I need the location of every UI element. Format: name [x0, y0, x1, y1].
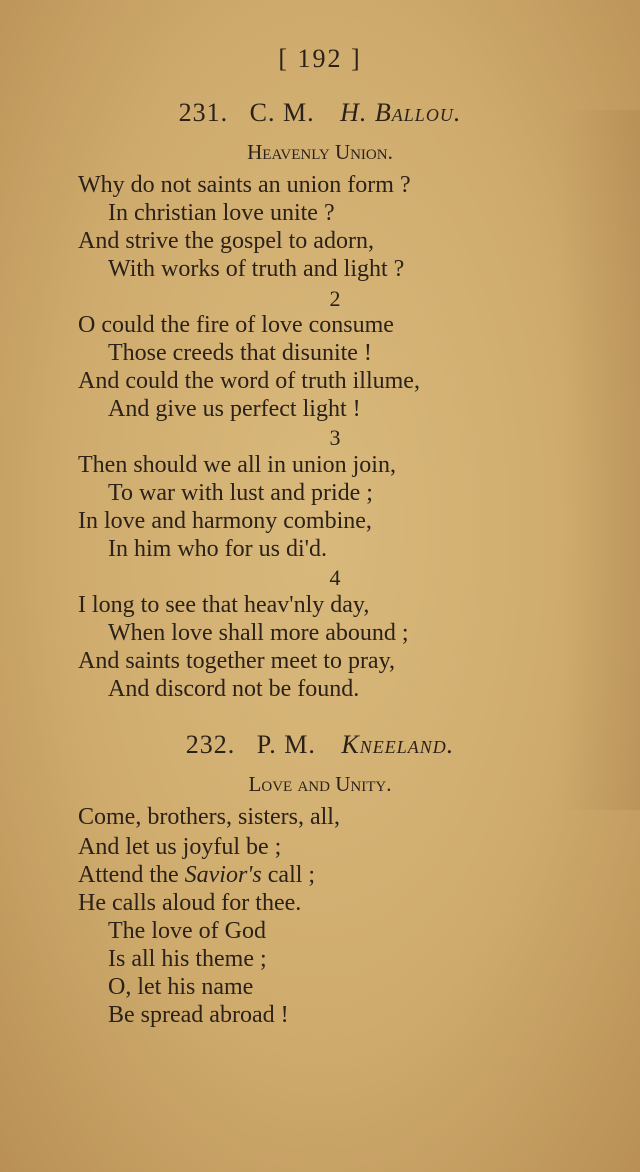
page-number: [ 192 ] [278, 44, 362, 73]
verse-line: Come, brothers, sisters, all, [78, 804, 340, 830]
hymn-231-heading [0, 98, 640, 128]
verse-line: The love of God [108, 918, 266, 944]
hymn-232-heading [0, 730, 640, 760]
verse-line: And saints together meet to pray, [78, 648, 396, 674]
verse-line: When love shall more abound ; [108, 620, 409, 646]
verse-line: And give us perfect light ! [108, 396, 361, 422]
verse-line: In christian love unite ? [108, 200, 335, 226]
verse-number: 3 [329, 425, 341, 450]
verse-line: And could the word of truth illume, [78, 368, 420, 394]
hymn-231-title: Heavenly Union. [247, 140, 393, 164]
verse-line: In him who for us di'd. [108, 536, 327, 562]
verse-line: Be spread abroad ! [108, 1002, 289, 1028]
verse-line: Why do not saints an union form ? [78, 172, 411, 198]
show-through-from-next-page [560, 110, 640, 810]
verse-line: Those creeds that disunite ! [108, 340, 372, 366]
verse-line: With works of truth and light ? [108, 256, 405, 282]
hymn-meter: C. M. [249, 98, 315, 127]
verse-line: He calls aloud for thee. [78, 890, 302, 916]
verse-line: And let us joyful be ; [78, 834, 282, 860]
verse-line-part: Attend the [78, 862, 179, 888]
verse-line: Then should we all in union join, [78, 452, 396, 478]
verse-number: 2 [329, 286, 341, 311]
emphasized-word: Savior's [184, 862, 262, 888]
verse-line-part: call ; [267, 862, 316, 888]
verse-line: And strive the gospel to adorn, [78, 228, 374, 254]
verse-line: To war with lust and pride ; [108, 480, 373, 506]
verse-line: I long to see that heav'nly day, [78, 592, 370, 618]
verse-line: In love and harmony combine, [78, 508, 372, 534]
verse-line [78, 862, 315, 889]
verse-number: 4 [329, 565, 341, 590]
hymn-meter: P. M. [256, 730, 316, 759]
verse-line: O, let his name [108, 974, 254, 1000]
verse-line: O could the fire of love consume [78, 312, 394, 338]
verse-line: And discord not be found. [108, 676, 360, 702]
hymn-author: Kneeland. [341, 730, 455, 759]
hymn-author: H. Ballou. [340, 98, 462, 127]
hymn-number: 232. [185, 730, 236, 759]
hymn-number: 231. [178, 98, 229, 127]
hymn-232-title: Love and Unity. [248, 772, 392, 796]
verse-line: Is all his theme ; [108, 946, 267, 972]
